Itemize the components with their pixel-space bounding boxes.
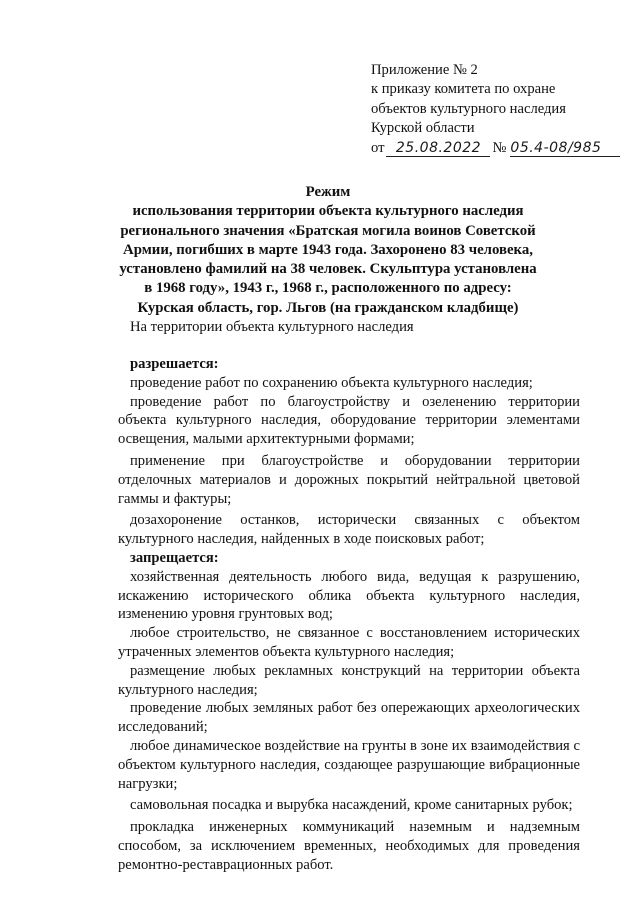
annex-region: Курской области (371, 120, 475, 137)
allowed-item: применение при благоустройстве и оборудовании территории отделочных материалов и дорожных покрытий нейтральной цветовой гаммы и фактуры; (118, 452, 580, 507)
forbidden-heading: запрещается: (130, 549, 219, 566)
handwritten-date: 25.08.2022 (386, 141, 490, 157)
allowed-item: дозахоронение останков, исторически связанных с объектом культурного наследия, найденных в ходе поисковых работ; (118, 512, 580, 548)
title-line: использования территории объекта культурного наследия (132, 203, 524, 220)
document-body (118, 355, 580, 875)
title-line: Армии, погибших в марте 1943 года. Захоронено 83 человека, (123, 241, 533, 258)
forbidden-item: любое строительство, не связанное с восстановлением исторических утраченных элементов объекта культурного наследия; (118, 625, 580, 660)
annex-date-number (371, 139, 621, 158)
annex-block (371, 61, 621, 158)
allowed-item: проведение работ по сохранению объекта культурного наследия; (130, 374, 533, 391)
annex-committee: объектов культурного наследия (371, 100, 566, 117)
document-title (108, 183, 548, 318)
forbidden-item: размещение любых рекламных конструкций на территории объекта культурного наследия; (118, 662, 580, 698)
allowed-item: проведение работ по благоустройству и озеленению территории объекта культурного наследия, оборудование территории элементами освещения, малыми архитектурными формами; (118, 393, 580, 448)
title-line: в 1968 году», 1943 г., 1968 г., расположенного по адресу: (144, 280, 512, 297)
from-label: от (371, 139, 385, 156)
forbidden-item: хозяйственная деятельность любого вида, ведущая к разрушению, искажению исторического облика объекта культурного наследия, изменению уровня грунтовых вод; (118, 568, 580, 623)
number-label: № (492, 139, 507, 156)
allowed-heading: разрешается: (130, 356, 219, 372)
forbidden-item: проведение любых земляных работ без опережающих археологических исследований; (118, 700, 580, 736)
annex-number: Приложение № 2 (371, 62, 478, 78)
forbidden-item: самовольная посадка и вырубка насаждений, кроме санитарных рубок; (130, 797, 573, 814)
title-heading: Режим (305, 184, 351, 200)
forbidden-item: прокладка инженерных коммуникаций наземным и надземным способом, за исключением временных, необходимых для проведения ремонтно-реставрационных работ. (118, 819, 580, 873)
title-line: Курская область, гор. Льгов (на гражданском кладбище) (137, 299, 519, 316)
annex-order-ref: к приказу комитета по охране (371, 81, 556, 98)
title-line: регионального значения «Братская могила воинов Советской (120, 222, 536, 239)
title-line: установлено фамилий на 38 человек. Скульптура установлена (119, 261, 537, 278)
forbidden-item: любое динамическое воздействие на грунты в зоне их взаимодействия с объектом культурного наследия, создающее разрушающие вибрационные нагрузки; (118, 737, 580, 792)
intro-text: На территории объекта культурного наследия (130, 319, 414, 335)
handwritten-number: 05.4-08/985 (510, 141, 620, 157)
